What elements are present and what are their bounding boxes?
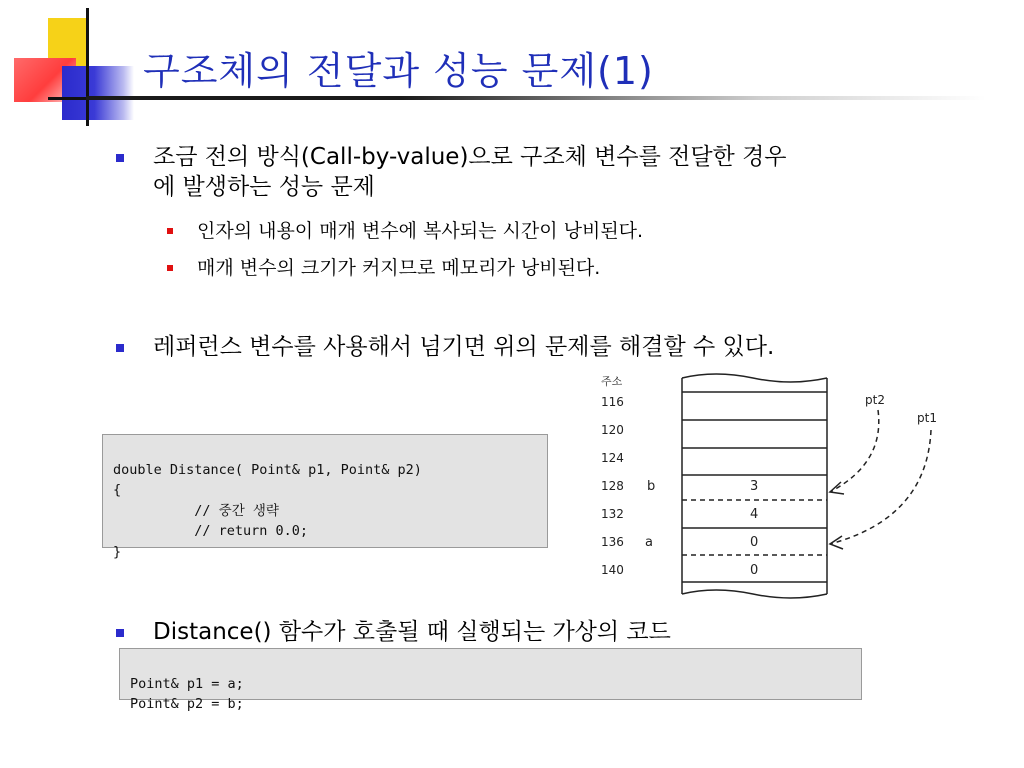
address-label: 124: [601, 451, 624, 465]
arrowhead-icon: [830, 536, 843, 549]
memory-cell-value: 3: [750, 479, 759, 494]
code-line: double Distance( Point& p1, Point& p2): [113, 461, 422, 478]
sub-bullet-1: 인자의 내용이 매개 변수에 복사되는 시간이 낭비된다.: [197, 220, 644, 242]
address-label: 136: [601, 535, 624, 549]
deco-vertical-line: [86, 8, 89, 126]
slide-title: 구조체의 전달과 성능 문제(1): [143, 49, 654, 93]
bullet-marker: [116, 154, 124, 162]
code-block-function: [102, 434, 548, 560]
sub-bullet-marker: [167, 228, 173, 234]
address-label: 128: [601, 479, 624, 493]
pointer-pt1-arrow: [830, 430, 931, 544]
variable-b-label: b: [647, 479, 656, 494]
bullet-marker: [116, 344, 124, 352]
bullet-3-text: Distance() 함수가 호출될 때 실행되는 가상의 코드: [153, 619, 671, 645]
address-label: 116: [601, 395, 624, 409]
code-line: // 중간 생략: [113, 502, 279, 519]
bullet-1-line1: 조금 전의 방식(Call-by-value)으로 구조체 변수를 전달한 경우: [153, 144, 787, 170]
memory-cell-value: 0: [750, 563, 759, 578]
pointer-pt2-label: pt2: [865, 393, 885, 407]
title-underline: [86, 96, 986, 100]
address-label: 132: [601, 507, 624, 521]
code-line: }: [113, 543, 122, 560]
address-label: 140: [601, 563, 624, 577]
deco-blue-square: [62, 66, 134, 120]
code-line: // return 0.0;: [113, 523, 309, 539]
pointer-pt1-label: pt1: [917, 411, 937, 425]
bullet-2-text: 레퍼런스 변수를 사용해서 넘기면 위의 문제를 해결할 수 있다.: [153, 334, 775, 360]
pointer-pt2-arrow: [830, 410, 879, 492]
code-line: Point& p2 = b;: [130, 696, 244, 712]
variable-a-label: a: [645, 535, 653, 550]
bullet-1-line2: 에 발생하는 성능 문제: [153, 174, 375, 200]
code-line: {: [113, 482, 122, 498]
address-label: 120: [601, 423, 624, 437]
memory-cell-value: 0: [750, 535, 759, 550]
sub-bullet-marker: [167, 265, 173, 271]
memory-diagram: [595, 368, 995, 598]
code-block-references: [119, 648, 862, 712]
bullet-marker: [116, 629, 124, 637]
code-line: Point& p1 = a;: [130, 675, 244, 692]
sub-bullet-2: 매개 변수의 크기가 커지므로 메모리가 낭비된다.: [197, 257, 601, 279]
address-header: 주소: [601, 375, 623, 388]
memory-cell-value: 4: [750, 507, 759, 522]
